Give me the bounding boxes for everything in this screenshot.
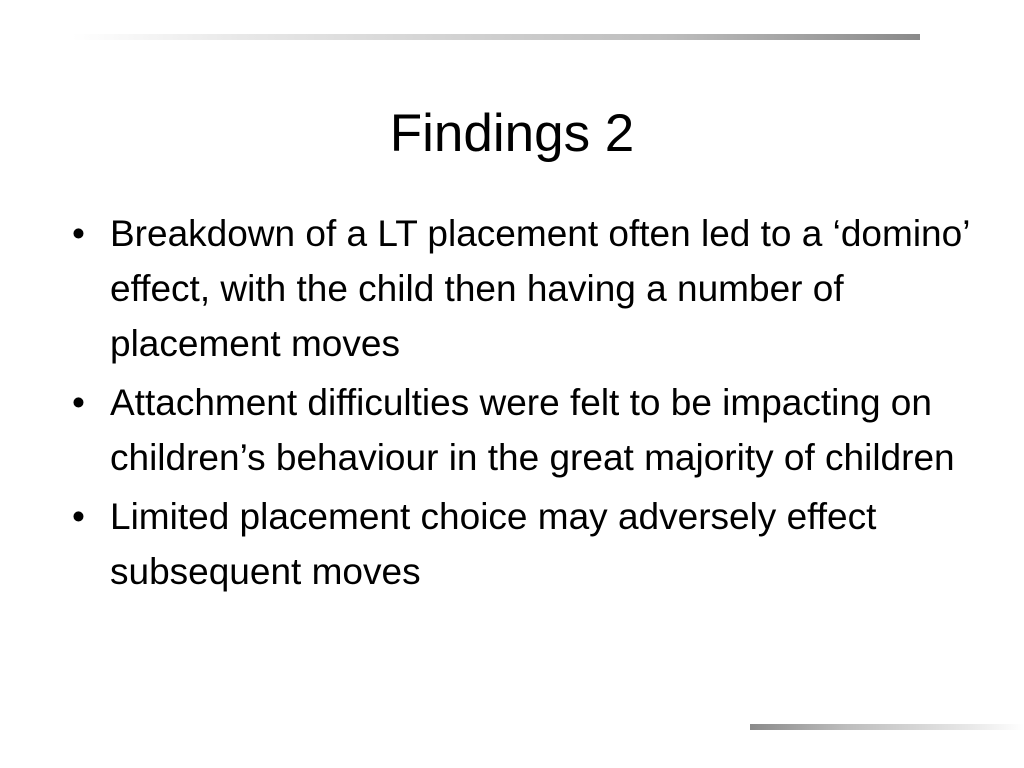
bullet-text: Breakdown of a LT placement often led to a ‘domino’ effect, with the child then having a number of placement moves [110, 213, 970, 364]
bullet-symbol: • [72, 496, 85, 537]
bullet-text: Limited placement choice may adversely effect subsequent moves [110, 496, 877, 592]
bullet-symbol: • [72, 382, 85, 423]
slide-title: Findings 2 [389, 104, 635, 163]
bullet-item [72, 489, 972, 599]
bullet-list [72, 206, 972, 603]
bullet-item [72, 375, 972, 485]
bullet-item [72, 206, 972, 371]
bullet-text: Attachment difficulties were felt to be impacting on children’s behaviour in the great majority of children [110, 382, 955, 478]
top-decorative-rule [72, 34, 920, 40]
bottom-decorative-rule [750, 724, 1024, 730]
bullet-symbol: • [72, 213, 85, 254]
